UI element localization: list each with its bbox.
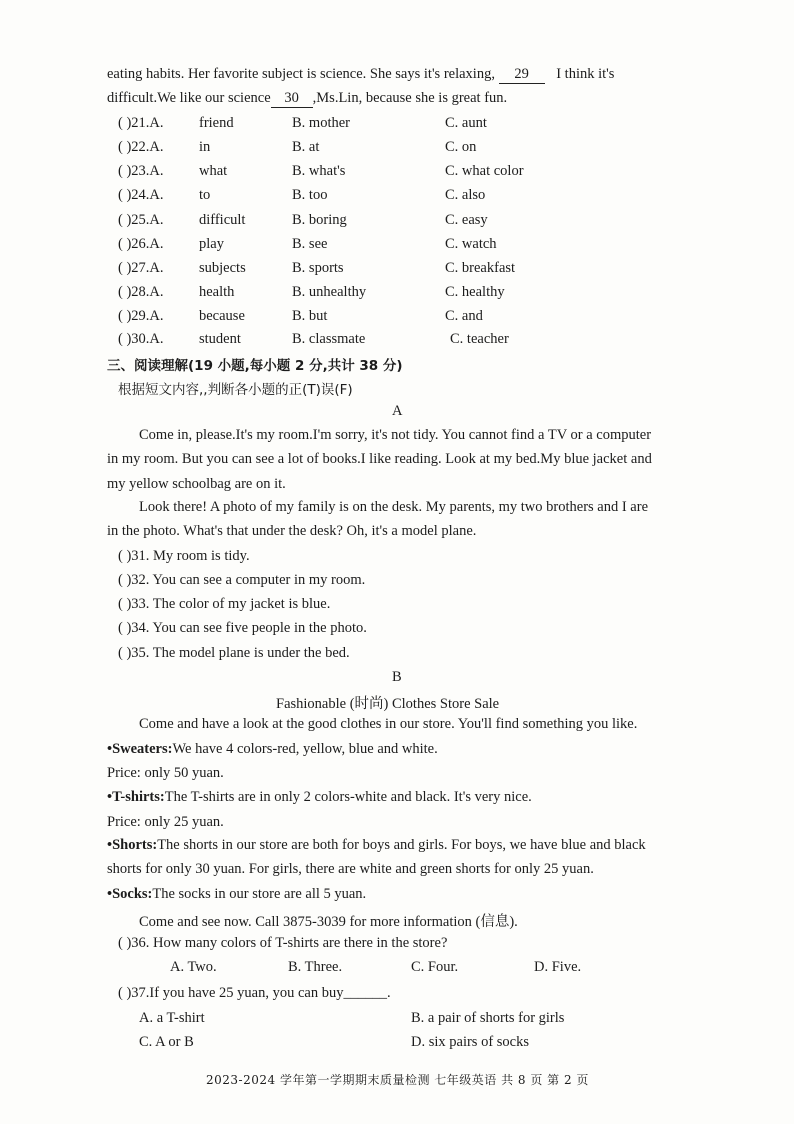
- question-32: ( )32. You can see a computer in my room.: [118, 572, 366, 588]
- cloze-row-24: ( )24.A. to B. too C. also: [118, 187, 486, 203]
- q37-option-d: D. six pairs of socks: [411, 1034, 530, 1050]
- cloze-row-21: ( )21.A. friend B. mother C. aunt: [118, 115, 487, 131]
- cloze-row-26: ( )26.A. play B. see C. watch: [118, 236, 497, 252]
- question-36: ( )36. How many colors of T-shirts are there in the store?: [118, 935, 448, 951]
- call-line: Come and see now. Call 3875-3039 for more information (信息).: [139, 914, 518, 930]
- passage-a-p1-line2: in my room. But you can see a lot of books.I like reading. Look at my bed.My blue jacket and: [107, 451, 652, 467]
- question-37: ( )37.If you have 25 yuan, you can buy______.: [118, 985, 391, 1001]
- sweaters-line: •Sweaters:We have 4 colors-red, yellow, blue and white.: [107, 741, 438, 757]
- cloze-row-30: ( )30.A. student B. classmate C. teacher: [118, 331, 509, 347]
- passage-a-p2-line1: Look there! A photo of my family is on the desk. My parents, my two brothers and I are: [139, 499, 649, 515]
- cloze-row-29: ( )29.A. because B. but C. and: [118, 308, 483, 324]
- question-35: ( )35. The model plane is under the bed.: [118, 645, 350, 661]
- page-footer: 2023-2024 学年第一学期期末质量检测 七年级英语 共 8 页 第 2 页: [206, 1073, 589, 1087]
- cloze-row-27: ( )27.A. subjects B. sports C. breakfast: [118, 260, 516, 276]
- tshirts-label: •T-shirts:: [107, 789, 165, 805]
- section-3-instruction: 根据短文内容,,判断各小题的正(T)误(F): [118, 382, 353, 398]
- cloze-row-25: ( )25.A. difficult B. boring C. easy: [118, 212, 488, 228]
- q36-option-b: B. Three.: [288, 959, 343, 975]
- passage-b-title: Fashionable (时尚) Clothes Store Sale: [276, 696, 500, 712]
- shorts-label: •Shorts:: [107, 837, 158, 853]
- blank-29: 29: [499, 66, 545, 84]
- intro-line-2: difficult.We like our science 30 ,Ms.Lin, because she is great fun.: [107, 90, 508, 106]
- shorts-line-1: •Shorts:The shorts in our store are both for boys and girls. For boys, we have blue and black: [107, 837, 646, 853]
- question-34: ( )34. You can see five people in the photo.: [118, 620, 367, 636]
- passage-a-p1-line3: my yellow schoolbag are on it.: [107, 476, 286, 492]
- socks-line: •Socks:The socks in our store are all 5 yuan.: [107, 886, 367, 902]
- shorts-line-2: shorts for only 30 yuan. For girls, there are white and green shorts for only 25 yuan.: [107, 861, 594, 877]
- passage-a-label: A: [392, 403, 403, 419]
- socks-label: •Socks:: [107, 886, 153, 902]
- cloze-row-28: ( )28.A. health B. unhealthy C. healthy: [118, 284, 505, 300]
- passage-a-p1-line1: Come in, please.It's my room.I'm sorry, it's not tidy. You cannot find a TV or a computer: [139, 427, 652, 443]
- question-31: ( )31. My room is tidy.: [118, 548, 250, 564]
- intro-line-1: eating habits. Her favorite subject is science. She says it's relaxing, 29 I think it's: [107, 66, 615, 82]
- q36-option-c: C. Four.: [411, 959, 459, 975]
- passage-a-p2-line2: in the photo. What's that under the desk? Oh, it's a model plane.: [107, 523, 477, 539]
- q36-option-a: A. Two.: [170, 959, 217, 975]
- cloze-row-23: ( )23.A. what B. what's C. what color: [118, 163, 524, 179]
- sweaters-label: •Sweaters:: [107, 741, 173, 757]
- passage-b-intro: Come and have a look at the good clothes in our store. You'll find something you like.: [139, 716, 638, 732]
- q36-option-d: D. Five.: [534, 959, 582, 975]
- q37-option-c: C. A or B: [139, 1034, 194, 1050]
- tshirts-price: Price: only 25 yuan.: [107, 814, 224, 830]
- sweaters-price: Price: only 50 yuan.: [107, 765, 224, 781]
- blank-30: 30: [271, 90, 313, 108]
- section-3-title: 三、阅读理解(19 小题,每小题 2 分,共计 38 分): [107, 358, 403, 374]
- tshirts-line: •T-shirts:The T-shirts are in only 2 colors-white and black. It's very nice.: [107, 789, 532, 805]
- cloze-row-22: ( )22.A. in B. at C. on: [118, 139, 477, 155]
- question-33: ( )33. The color of my jacket is blue.: [118, 596, 331, 612]
- q37-option-a: A. a T-shirt: [139, 1010, 205, 1026]
- passage-b-label: B: [392, 669, 402, 685]
- q37-option-b: B. a pair of shorts for girls: [411, 1010, 565, 1026]
